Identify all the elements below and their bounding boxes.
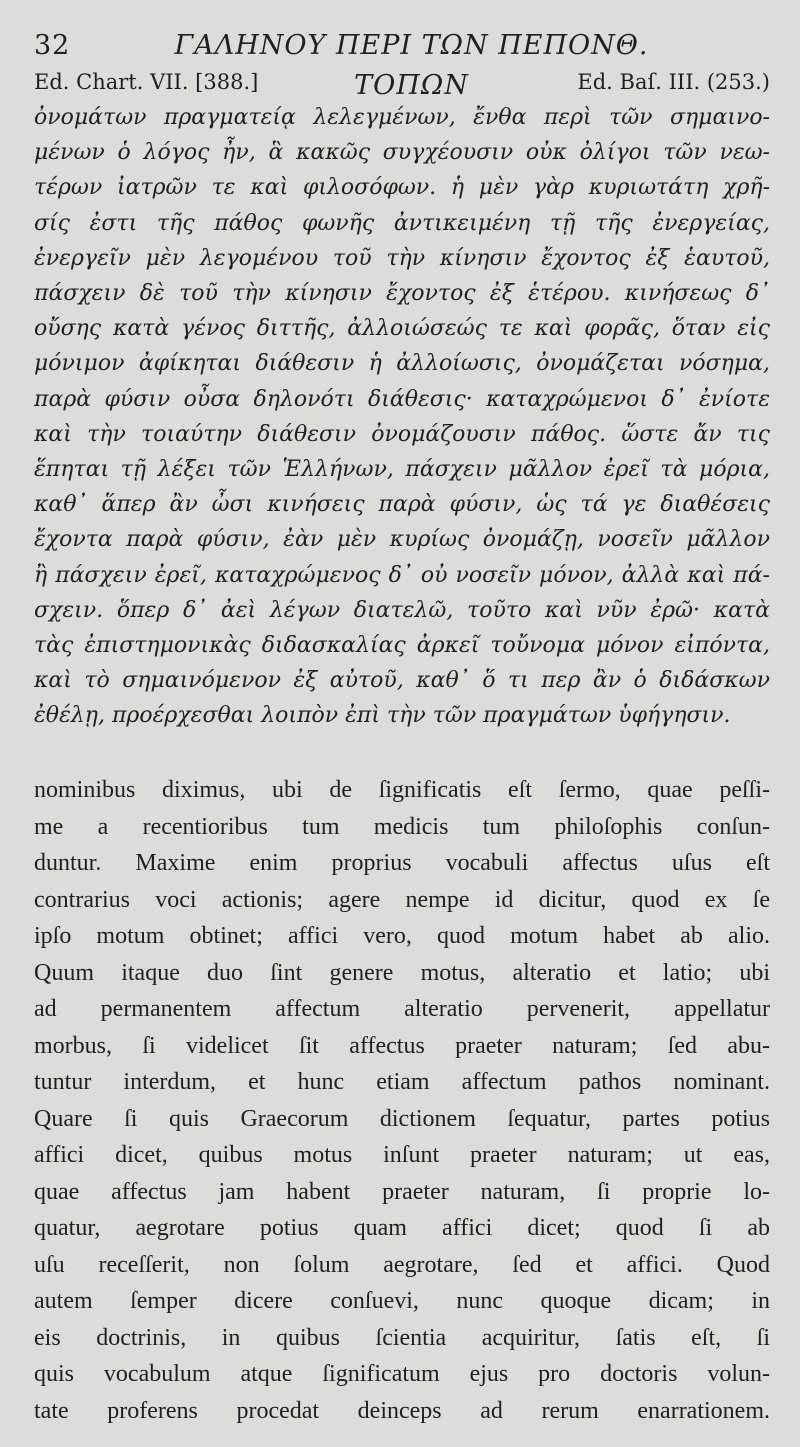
latin-text-line: morbus, ſi videlicet ſit affectus praeter naturam; ſed abu- — [34, 1032, 770, 1059]
greek-text-line: πάσχειν δὲ τοῦ τὴν κίνησιν ἔχοντος ἐξ ἑτέρου. κινήσεως δ᾽ — [34, 281, 770, 307]
latin-text-line: Quare ſi quis Graecorum dictionem ſequatur, partes potius — [34, 1105, 770, 1132]
latin-text-line: tuntur interdum, et hunc etiam affectum pathos nominant. — [34, 1069, 770, 1095]
latin-text-block — [34, 772, 770, 1429]
greek-text-line: ἕπηται τῇ λέξει τῶν Ἑλλήνων, πάσχειν μᾶλλον ἐρεῖ τὰ μόρια, — [34, 457, 770, 483]
latin-text-line: nominibus diximus, ubi de ſignificatis eſt ſermo, quae peſſi- — [34, 777, 770, 803]
greek-text-line: μένων ὁ λόγος ἦν, ἃ κακῶς συγχέουσιν οὐκ ὀλίγοι τῶν νεω- — [34, 140, 770, 166]
edition-references — [34, 67, 770, 97]
greek-text-line: τὰς ἐπιστημονικὰς διδασκαλίας ἀρκεῖ τοὔνομα μόνον εἰπόντα, — [34, 633, 770, 659]
greek-text-line: παρὰ φύσιν οὖσα δηλονότι διάθεσις· καταχρώμενοι δ᾽ ἐνίοτε — [34, 386, 770, 412]
running-title: ΓΑΛΗΝΟΥ ΠΕΡΙ ΤΩΝ ΠΕΠΟΝΘ. ΤΟΠΩΝ — [174, 30, 649, 101]
latin-text-line: Quum itaque duo ſint genere motus, alteratio et latio; ubi — [34, 959, 770, 986]
page-number: 32 — [34, 30, 71, 61]
greek-text-line: σίς ἐστι τῆς πάθος φωνῆς ἀντικειμένη τῇ τῆς ἐνεργείας, — [34, 210, 770, 236]
greek-text-block — [34, 100, 770, 734]
latin-text-line: duntur. Maxime enim proprius vocabuli affectus uſus eſt — [34, 850, 770, 876]
greek-text-line: ἐνεργεῖν μὲν λεγομένου τοῦ τὴν κίνησιν ἔχοντος ἐξ ἑαυτοῦ, — [34, 245, 770, 271]
latin-text-line: ipſo motum obtinet; affici vero, quod motum habet ab alio. — [34, 923, 770, 949]
greek-text-line: μόνιμον ἀφίκηται διάθεσιν ἡ ἀλλοίωσις, ὀνομάζεται νόσημα, — [34, 351, 770, 377]
greek-text-line: καὶ τὴν τοιαύτην διάθεσιν ὀνομάζουσιν πάθος. ὥστε ἄν τις — [34, 421, 770, 447]
latin-text-line: uſu receſſerit, non ſolum aegrotare, ſed et affici. Quod — [34, 1251, 770, 1278]
latin-text-line: ad permanentem affectum alteratio pervenerit, appellatur — [34, 996, 770, 1022]
latin-text-line: me a recentioribus tum medicis tum philoſophis conſun- — [34, 813, 770, 840]
greek-text-line: καθ᾽ ἅπερ ἂν ὦσι κινήσεις παρὰ φύσιν, ὡς τά γε διαθέσεις — [34, 492, 770, 518]
greek-text-line: οὔσης κατὰ γένος διττῆς, ἀλλοιώσεώς τε καὶ φορᾶς, ὅταν εἰς — [34, 316, 770, 342]
latin-text-line: contrarius voci actionis; agere nempe id dicitur, quod ex ſe — [34, 886, 770, 913]
greek-text-line: σχειν. ὅπερ δ᾽ ἀεὶ λέγων διατελῶ, τοῦτο καὶ νῦν ἐρῶ· κατὰ — [34, 597, 770, 623]
greek-text-line: ἔχοντα παρὰ φύσιν, ἐὰν μὲν κυρίως ὀνομάζῃ, νοσεῖν μᾶλλον — [34, 527, 770, 553]
latin-text-line: affici dicet, quibus motus inſunt praeter naturam; ut eas, — [34, 1142, 770, 1168]
greek-text-line: ὀνομάτων πραγματείᾳ λελεγμένων, ἔνθα περὶ τῶν σημαινο- — [34, 105, 770, 130]
greek-text-line: ἐθέλῃ, προέρχεσθαι λοιπὸν ἐπὶ τὴν τῶν πραγμάτων ὑφήγησιν. — [34, 703, 731, 729]
latin-text-line: quis vocabulum atque ſignificatum ejus pro doctoris volun- — [34, 1361, 770, 1387]
latin-text-line: eis doctrinis, in quibus ſcientia acquiritur, ſatis eſt, ſi — [34, 1324, 770, 1351]
edition-reference-left: Ed. Chart. VII. [388.] — [34, 70, 259, 94]
greek-text-line: καὶ τὸ σημαινόμενον ἐξ αὐτοῦ, καθ᾽ ὅ τι περ ἂν ὁ διδάσκων — [34, 668, 770, 694]
latin-text-line: quae affectus jam habent praeter naturam, ſi proprie lo- — [34, 1178, 770, 1205]
greek-text-line: τέρων ἰατρῶν τε καὶ φιλοσόφων. ἡ μὲν γὰρ κυριωτάτη χρῆ- — [34, 175, 770, 201]
latin-text-line: autem ſemper dicere conſuevi, nunc quoque dicam; in — [34, 1288, 770, 1314]
edition-reference-right: Ed. Baſ. III. (253.) — [577, 70, 770, 94]
greek-text-line: ἢ πάσχειν ἐρεῖ, καταχρώμενος δ᾽ οὐ νοσεῖν μόνον, ἀλλὰ καὶ πά- — [34, 562, 770, 588]
latin-text-line: tate proferens procedat deinceps ad rerum enarrationem. — [34, 1397, 770, 1424]
latin-text-line: quatur, aegrotare potius quam affici dicet; quod ſi ab — [34, 1215, 770, 1241]
